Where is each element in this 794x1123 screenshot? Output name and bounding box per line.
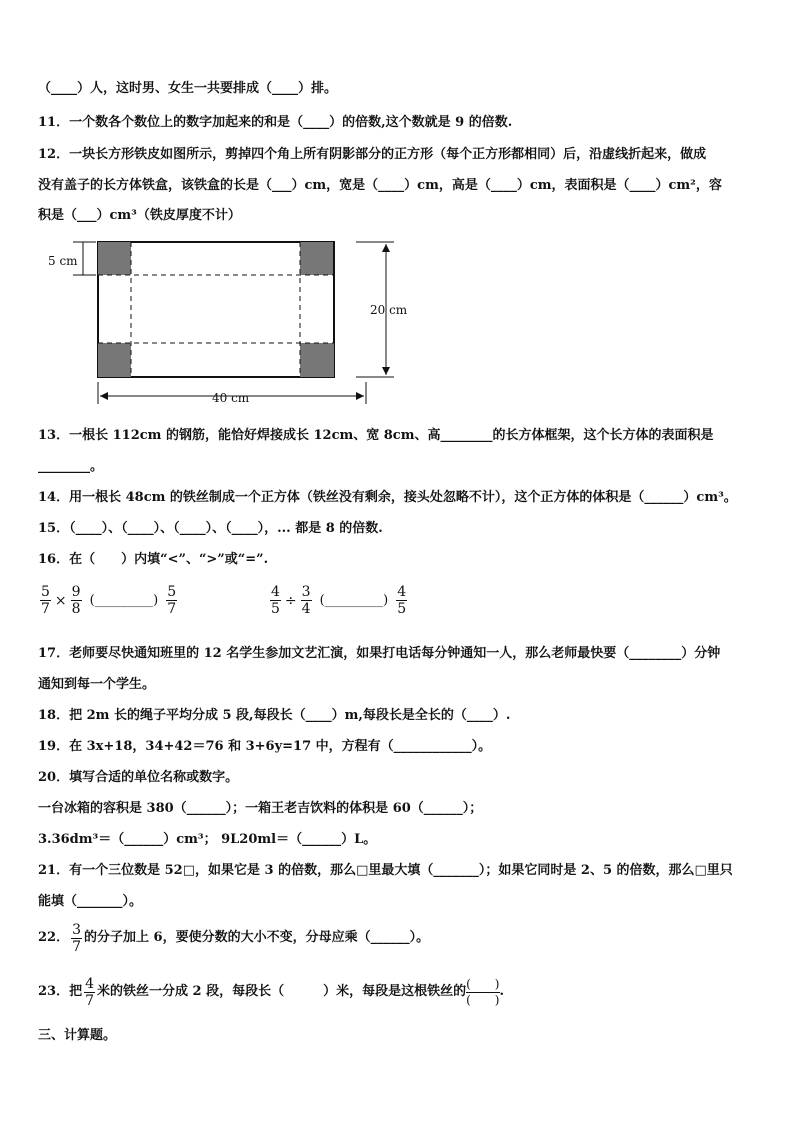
corner-square-tl [98,242,131,275]
question-20-part2: 3.36dm³＝（______）cm³； 9L20ml＝（______）L。 [38,832,377,847]
question-17-line1: 17．老师要尽快通知班里的 12 名学生参加文艺汇演，如果打电话每分钟通知一人，那么老师最快要（________）分钟 [38,646,721,661]
question-16: 16．在（ ）内填“<”、“>”或“=”. [38,552,269,567]
question-19: 19．在 3x+18，34+42＝76 和 3+6y=17 中，方程有（____________）。 [38,739,492,754]
question-21-line2: 能填（_______）。 [38,894,143,909]
sheet-figure [38,232,438,412]
question-23-end: . [499,984,505,999]
divide-sign: ÷ [284,592,297,609]
question-14: 14．用一根长 48cm 的铁丝制成一个正方体（铁丝没有剩余，接头处忽略不计），这个正方体的体积是（______）cm³。 [38,490,737,505]
label-40cm: 40 cm [212,391,250,405]
question-23-number: 23．把 [38,984,83,999]
answer-blank[interactable]: (_________) [319,593,389,608]
question-15: 15．（____）、（____）、（____）、（____），... 都是 8 的倍数. [38,521,383,536]
question-23-text: 米的铁丝一分成 2 段，每段长（ ）米，每段是这根铁丝的 [97,984,467,999]
answer-blank[interactable]: (_________) [89,593,159,608]
sheet-outline [98,242,334,377]
question-12-line3: 积是（___）cm³（铁皮厚度不计） [38,208,241,223]
question-13-line2: ________。 [38,459,104,474]
question-22-number: 22． [38,930,70,945]
question-12-line1: 12．一块长方形铁皮如图所示，剪掉四个角上所有阴影部分的正方形（每个正方形都相同）后，沿虚线折起来，做成 [38,147,707,162]
question-22-text: 的分子加上 6，要使分数的大小不变，分母应乘（______）。 [84,930,430,945]
expression-a [38,584,179,617]
section-3-heading: 三、计算题。 [38,1028,117,1043]
question-21-line1: 21．有一个三位数是 52□，如果它是 3 的倍数，那么□里最大填（_______）；如果它同时是 2、5 的倍数，那么□里只 [38,863,733,878]
fraction: $\frac{5}{7}$ [41,584,50,617]
fraction: $\frac{3}{7}$ [72,921,82,955]
fraction: $\frac{4}{5}$ [397,584,407,617]
fraction-answer-blank[interactable]: $\frac{( )}{( )}$ [466,976,500,1007]
fraction: $\frac{5}{7}$ [167,584,177,617]
question-20-part1: 一台冰箱的容积是 380（______）；一箱王老吉饮料的体积是 60（______）； [38,801,483,816]
question-13-line1: 13．一根长 112cm 的钢筋，能恰好焊接成长 12cm、宽 8cm、高________的长方体框架，这个长方体的表面积是 [38,428,714,443]
fraction: $\frac{4}{5}$ [271,584,280,617]
question-11: 11．一个数各个数位上的数字加起来的和是（____）的倍数,这个数就是 9 的倍数. [38,115,513,130]
multiply-sign: × [54,592,67,609]
expression-b [268,584,409,617]
question-12-line2: 没有盖子的长方体铁盒，该铁盒的长是（___）cm，宽是（____）cm，高是（____）cm，表面积是（____）cm²，容 [38,178,722,193]
question-10-tail: （____）人，这时男、女生一共要排成（____）排。 [38,81,338,96]
question-20: 20．填写合适的单位名称或数字。 [38,770,239,785]
question-18: 18．把 2m 长的绳子平均分成 5 段,每段长（____）m,每段长是全长的（____）. [38,708,511,723]
question-16-expressions [38,582,758,626]
question-17-line2: 通知到每一个学生。 [38,677,156,692]
label-5cm: 5 cm [48,254,78,268]
label-20cm: 20 cm [370,303,408,317]
question-23 [38,972,758,1012]
fraction: $\frac{3}{4}$ [301,584,311,617]
fraction: $\frac{9}{8}$ [71,584,81,617]
corner-square-br [300,343,334,377]
corner-square-bl [98,343,131,377]
question-22 [38,920,758,956]
fraction: $\frac{4}{7}$ [85,975,95,1009]
corner-square-tr [300,242,333,275]
